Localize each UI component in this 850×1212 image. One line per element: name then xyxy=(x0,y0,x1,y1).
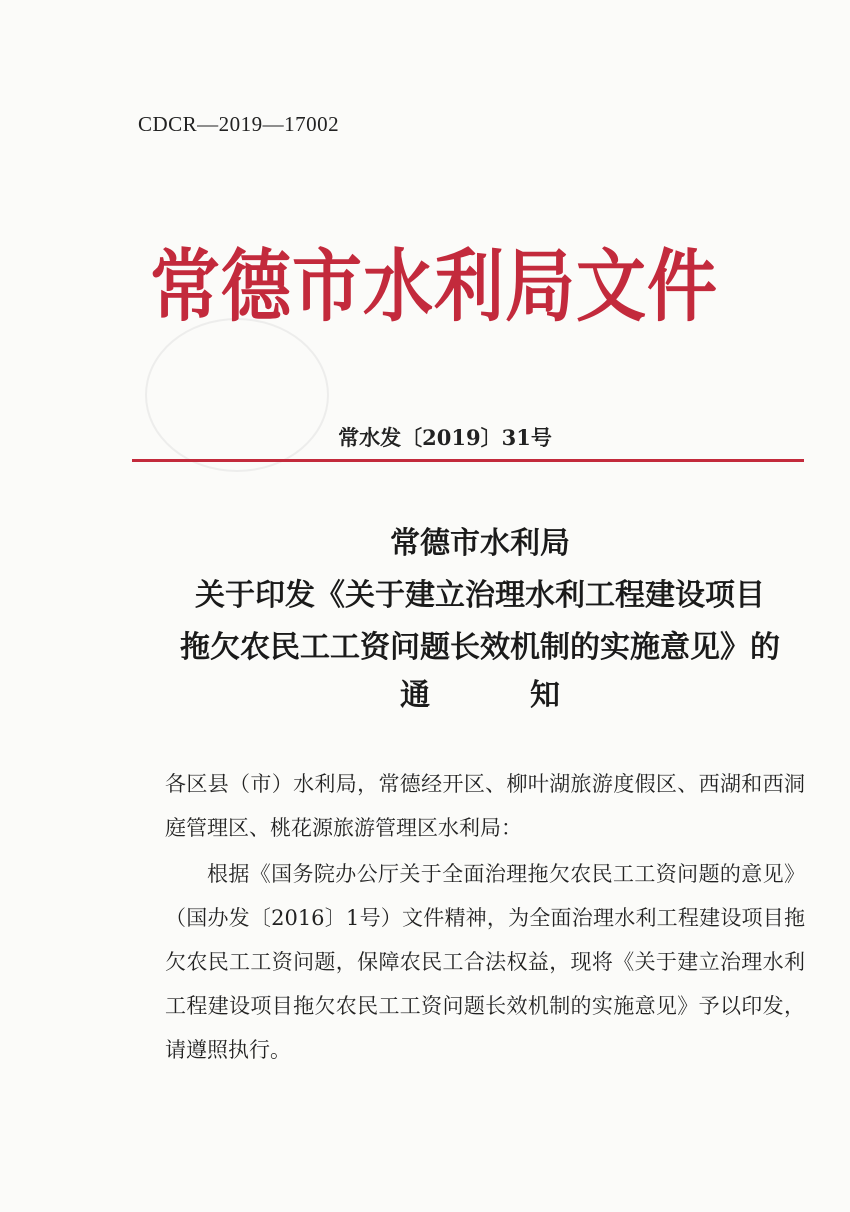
red-divider-line xyxy=(132,459,804,462)
document-number: 常水发〔2019〕31号 xyxy=(338,425,552,450)
notice-title-line-2: 关于印发《关于建立治理水利工程建设项目 xyxy=(195,578,765,613)
document-header-title: 常德市水利局文件 xyxy=(150,240,718,333)
notice-title-line-3: 拖欠农民工工资问题长效机制的实施意见》的 xyxy=(180,630,780,665)
document-code: CDCR—2019—17002 xyxy=(138,112,340,136)
body-paragraph: 根据《国务院办公厅关于全面治理拖欠农民工工资问题的意见》（国办发〔2016〕1号）文件精神，为全面治理水利工程建设项目拖欠农民工工资问题，保障农民工合法权益，现将《关于建立治理水利工程建设项目拖欠农民工工资问题长效机制的实施意见》予以印发，请遵照执行。 xyxy=(165,862,805,1062)
addressee-paragraph: 各区县（市）水利局，常德经开区、柳叶湖旅游度假区、西湖和西洞庭管理区、桃花源旅游管理区水利局： xyxy=(165,772,805,840)
notice-title-line-4: 通知 xyxy=(400,678,660,713)
notice-title-line-1: 常德市水利局 xyxy=(390,526,570,561)
